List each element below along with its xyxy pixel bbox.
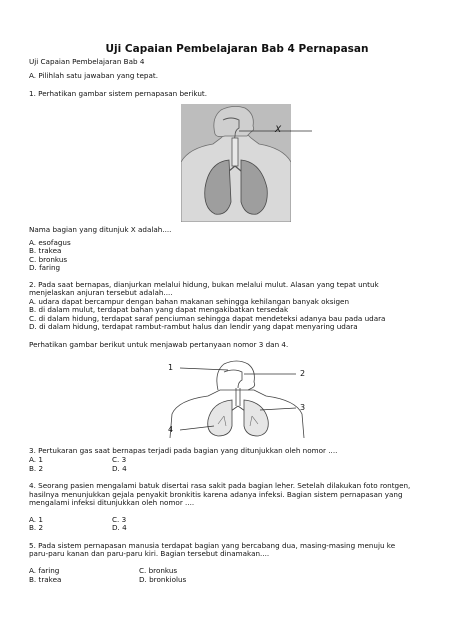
respiratory-figure-2 — [162, 358, 312, 438]
q3-option: A. 1 — [29, 455, 43, 464]
q3-stem: 3. Pertukaran gas saat bernapas terjadi pada bagian yang ditunjukkan oleh nomor .... — [29, 446, 338, 455]
page-title: Uji Capaian Pembelajaran Bab 4 Pernapasan — [105, 43, 369, 55]
figure2-label-3: 3 — [300, 403, 306, 412]
q3-option: C. 3 — [112, 455, 127, 464]
q4-option: A. 1 — [29, 515, 43, 524]
q5-option: A. faring — [29, 566, 60, 575]
figure2-label-1: 1 — [168, 363, 174, 372]
q2-stem: 2. Pada saat bernapas, dianjurkan melalui hidung, bukan melalui mulut. Alasan yang tepat untuk — [29, 280, 379, 289]
q4-option: D. 4 — [112, 523, 127, 532]
q5-option: D. bronkiolus — [139, 575, 187, 584]
q5-option: B. trakea — [29, 575, 62, 584]
subtitle: Uji Capaian Pembelajaran Bab 4 — [29, 57, 145, 66]
q1-option: A. esofagus — [29, 238, 71, 247]
q2-option: C. di dalam hidung, terdapat saraf penciuman sehingga dapat mendeteksi adanya bau pada udara — [29, 314, 386, 323]
q5-stem: 5. Pada sistem pernapasan manusia terdapat bagian yang bercabang dua, masing-masing menuju ke — [29, 541, 396, 550]
respiratory-figure-1 — [181, 104, 291, 222]
figure2-label-4: 4 — [168, 425, 174, 434]
q1-option: C. bronkus — [29, 255, 68, 264]
q1-stem: 1. Perhatikan gambar sistem pernapasan berikut. — [29, 89, 207, 98]
figure2-label-2: 2 — [300, 369, 306, 378]
q2-stem: menjelaskan anjuran tersebut adalah.... — [29, 288, 173, 297]
q5-stem: paru-paru kanan dan paru-paru kiri. Bagian tersebut dinamakan.... — [29, 549, 270, 558]
q1-option: D. faring — [29, 263, 61, 272]
q2-option: B. di dalam mulut, terdapat bahan yang dapat mengakibatkan tersedak — [29, 305, 289, 314]
q3-option: D. 4 — [112, 464, 127, 473]
q1-option: B. trakea — [29, 246, 62, 255]
q4-option: B. 2 — [29, 523, 44, 532]
q3-option: B. 2 — [29, 464, 44, 473]
q1-question: Nama bagian yang ditunjuk X adalah.... — [29, 225, 172, 234]
q4-option: C. 3 — [112, 515, 127, 524]
q2-option: A. udara dapat bercampur dengan bahan makanan sehingga kehilangan banyak oksigen — [29, 297, 350, 306]
figure2-intro: Perhatikan gambar berikut untuk menjawab pertanyaan nomor 3 dan 4. — [29, 340, 289, 349]
section-heading: A. Pilihlah satu jawaban yang tepat. — [29, 71, 158, 80]
q4-stem: 4. Seorang pasien mengalami batuk disertai rasa sakit pada bagian leher. Setelah dilakukan foto rontgen, — [29, 481, 411, 490]
q4-stem: mengalami infeksi ditunjukkan oleh nomor .... — [29, 498, 195, 507]
q5-option: C. bronkus — [139, 566, 178, 575]
figure-label-x: X — [275, 125, 282, 135]
q2-option: D. di dalam hidung, terdapat rambut-rambut halus dan lendir yang dapat menyaring udara — [29, 322, 358, 331]
q4-stem: hasilnya menunjukkan gejala penyakit bronkitis karena adanya infeksi. Bagian sistem pernapasan yang — [29, 490, 403, 499]
